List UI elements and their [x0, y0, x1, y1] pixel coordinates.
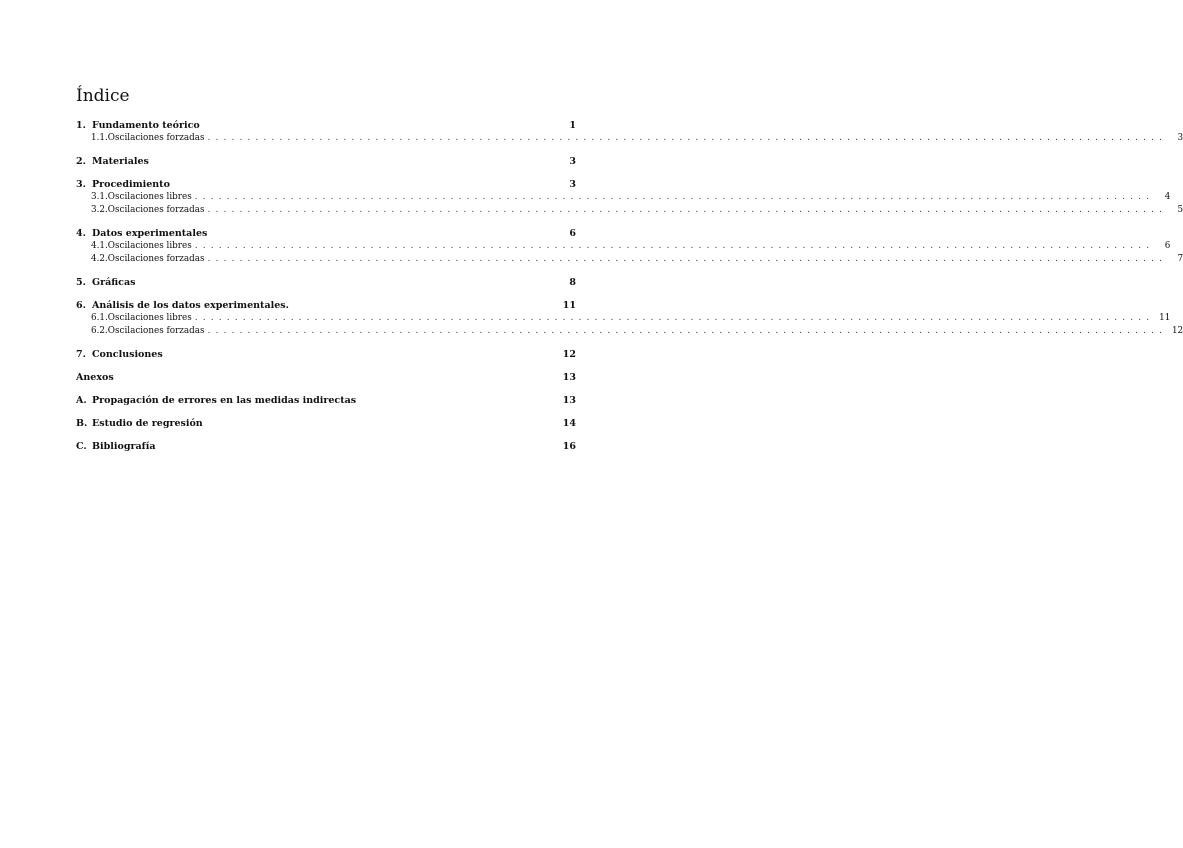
toc-entry-label: Bibliografía: [92, 441, 156, 452]
toc-page-number: 13: [562, 395, 576, 406]
table-of-contents: [76, 86, 1183, 453]
toc-entry-label: Datos experimentales: [92, 228, 208, 239]
toc-page-number: 3: [569, 156, 576, 167]
toc-entry-label: Oscilaciones libres: [107, 313, 192, 323]
toc-page-number: 16: [562, 441, 576, 452]
dot-leader: ........................................................................................................................: [207, 205, 1168, 215]
dot-leader: ........................................................................................................................: [207, 254, 1168, 264]
toc-page-number: 13: [562, 372, 576, 383]
toc-entry-number: 5.: [76, 277, 86, 288]
toc-entry-label: Oscilaciones forzadas: [107, 205, 205, 215]
toc-subsection-entry[interactable]: [76, 132, 1183, 145]
toc-entry-number: 7.: [76, 349, 86, 360]
toc-section-entry[interactable]: [76, 395, 576, 407]
toc-entry-number: 6.2.: [91, 326, 108, 336]
toc-page-number: 12: [1171, 326, 1183, 336]
toc-page-number: 1: [569, 120, 576, 131]
dot-leader: ........................................................................................................................: [207, 326, 1168, 336]
dot-leader: ........................................................................................................................: [194, 313, 1155, 323]
toc-section-entry[interactable]: [76, 179, 576, 191]
toc-entry-number: A.: [76, 395, 87, 406]
toc-section-entry[interactable]: [76, 120, 576, 132]
toc-page-number: 14: [562, 418, 576, 429]
toc-entry-number: 6.: [76, 300, 86, 311]
toc-section-entry[interactable]: [76, 156, 576, 168]
toc-entry-label: Oscilaciones forzadas: [107, 326, 205, 336]
toc-entry-label: Análisis de los datos experimentales.: [92, 300, 289, 311]
dot-leader: ........................................................................................................................: [194, 241, 1155, 251]
toc-entry-label: Oscilaciones libres: [107, 192, 192, 202]
toc-section-entry[interactable]: [76, 300, 576, 312]
toc-entry-number: C.: [76, 441, 87, 452]
toc-page-number: 3: [569, 179, 576, 190]
toc-entry-number: 4.1.: [91, 241, 108, 251]
toc-entry-label: Oscilaciones forzadas: [107, 254, 205, 264]
toc-entry-number: 4.: [76, 228, 86, 239]
toc-entry-number: 2.: [76, 156, 86, 167]
toc-section-entry[interactable]: [76, 349, 576, 361]
toc-entry-number: 6.1.: [91, 313, 108, 323]
toc-page-number: 11: [562, 300, 576, 311]
toc-entry-number: 3.: [76, 179, 86, 190]
toc-page-number: 3: [1177, 133, 1183, 143]
toc-page-number: 6: [569, 228, 576, 239]
toc-page-number: 4: [1164, 192, 1171, 202]
toc-page-number: 11: [1159, 313, 1171, 323]
toc-entry-label: Conclusiones: [92, 349, 163, 360]
toc-entry-label: Oscilaciones forzadas: [107, 133, 205, 143]
toc-page-number: 5: [1177, 205, 1183, 215]
toc-entry-number: 1.1.: [91, 133, 108, 143]
toc-title: Índice: [76, 86, 130, 106]
toc-subsection-entry[interactable]: [76, 325, 1183, 338]
toc-entry-number: 3.1.: [91, 192, 108, 202]
toc-subsection-entry[interactable]: [76, 253, 1183, 266]
toc-entry-label: Procedimiento: [92, 179, 170, 190]
toc-subsection-entry[interactable]: [76, 312, 1171, 325]
dot-leader: ........................................................................................................................: [194, 192, 1155, 202]
toc-subsection-entry[interactable]: [76, 240, 1171, 253]
toc-subsection-entry[interactable]: [76, 204, 1183, 217]
toc-section-entry[interactable]: [76, 372, 576, 384]
toc-entry-label: Estudio de regresión: [92, 418, 203, 429]
toc-entry-number: 1.: [76, 120, 86, 131]
toc-section-entry[interactable]: [76, 441, 576, 453]
toc-list: [76, 120, 1183, 453]
toc-entry-label: Anexos: [76, 372, 114, 383]
dot-leader: ........................................................................................................................: [207, 133, 1168, 143]
toc-section-entry[interactable]: [76, 277, 576, 289]
toc-page-number: 6: [1164, 241, 1171, 251]
toc-entry-label: Fundamento teórico: [92, 120, 200, 131]
toc-entry-label: Materiales: [92, 156, 149, 167]
toc-entry-label: Propagación de errores en las medidas indirectas: [92, 395, 357, 406]
toc-entry-label: Gráficas: [92, 277, 136, 288]
toc-page-number: 7: [1177, 254, 1183, 264]
toc-entry-number: 3.2.: [91, 205, 108, 215]
toc-entry-number: B.: [76, 418, 88, 429]
toc-entry-label: Oscilaciones libres: [107, 241, 192, 251]
toc-section-entry[interactable]: [76, 228, 576, 240]
toc-entry-number: 4.2.: [91, 254, 108, 264]
toc-subsection-entry[interactable]: [76, 191, 1171, 204]
toc-page-number: 8: [569, 277, 576, 288]
toc-page-number: 12: [562, 349, 576, 360]
toc-section-entry[interactable]: [76, 418, 576, 430]
